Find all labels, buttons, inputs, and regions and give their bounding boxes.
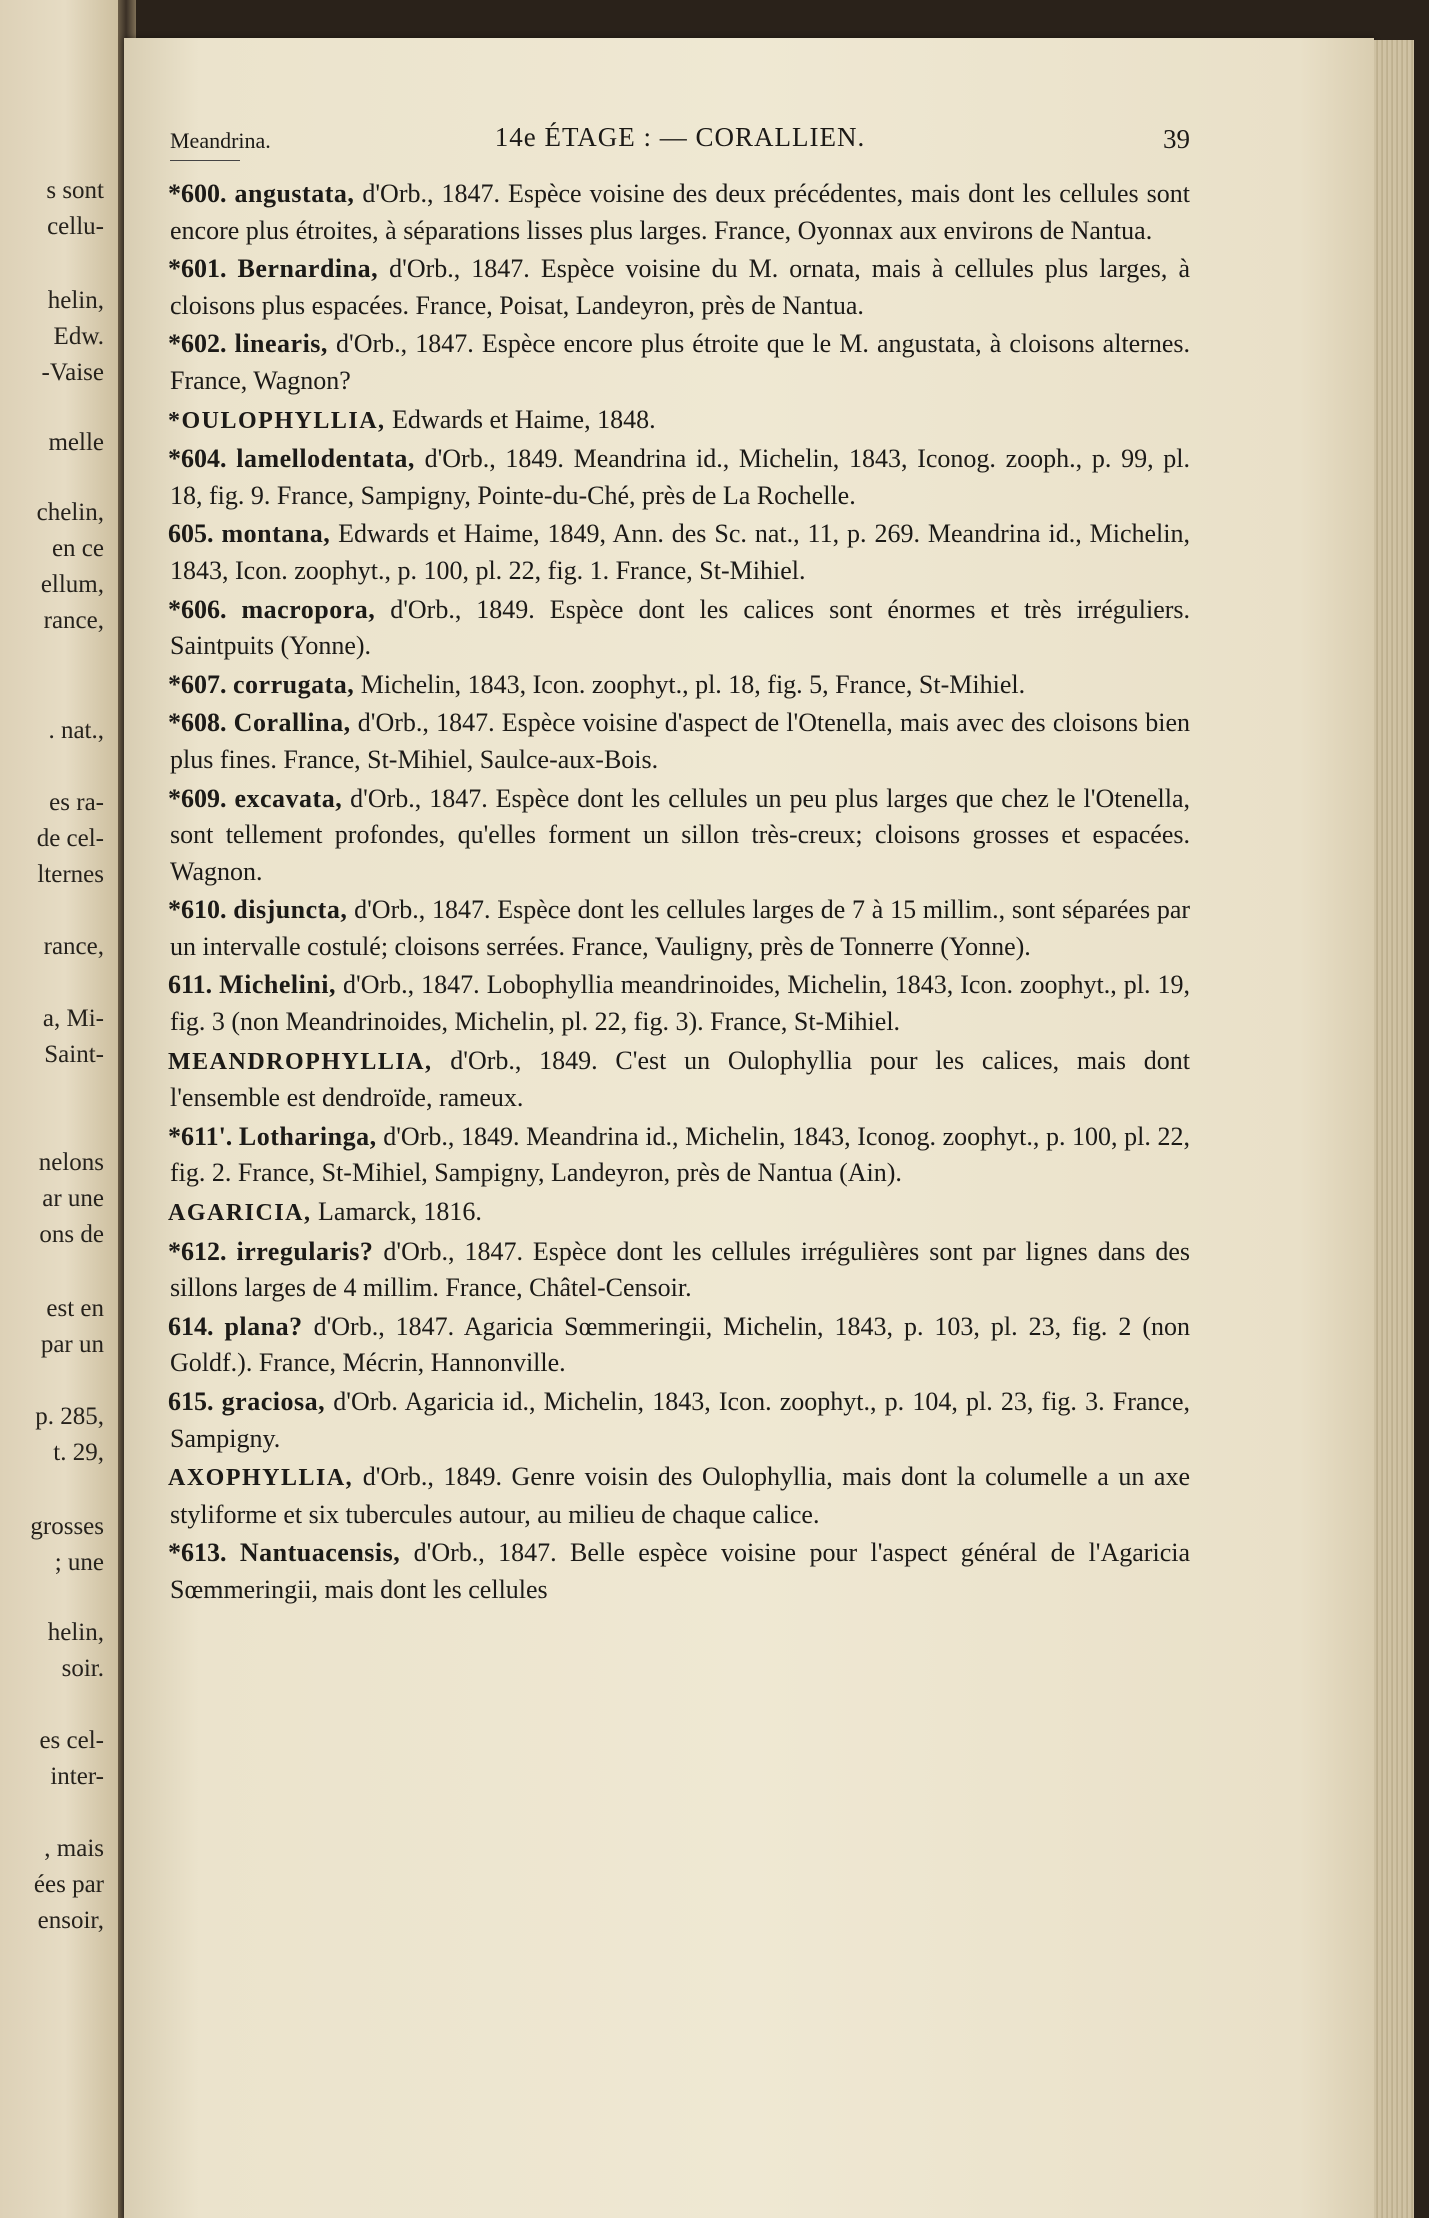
- entry-number: 614.: [168, 1311, 214, 1341]
- facing-page-line: . nat.,: [48, 717, 104, 744]
- facing-page-line: de cel-: [36, 825, 104, 852]
- entry-text: d'Orb., 1849. Genre voisin des Oulophyllia, mais dont la columelle a un axe styliforme et six tubercules autour, au milieu de chaque calice.: [170, 1462, 1190, 1529]
- facing-page-line: s sont: [46, 177, 104, 204]
- page-edges: [1374, 40, 1414, 2218]
- entries-list: [170, 176, 1190, 1611]
- entry-text: d'Orb., 1847. Espèce voisine du M. ornata, mais à cellules plus larges, à cloisons plus espacées. France, Poisat, Landeyron, près de Nantua.: [170, 254, 1190, 320]
- entry-number: *607.: [168, 669, 227, 699]
- entry-number: *613.: [168, 1538, 227, 1568]
- species-entry: [170, 1535, 1190, 1608]
- species-name: montana,: [221, 519, 331, 549]
- facing-page-line: lternes: [37, 861, 104, 888]
- species-name: plana?: [224, 1311, 303, 1341]
- species-entry: [170, 892, 1190, 965]
- facing-page-line: p. 285,: [35, 1403, 104, 1430]
- facing-page-line: es cel-: [39, 1727, 104, 1754]
- genus-entry: [170, 1043, 1190, 1117]
- facing-page-fragment: [0, 0, 118, 2218]
- species-name: corrugata,: [233, 669, 355, 699]
- entry-number: *600.: [168, 179, 227, 208]
- facing-page-line: soir.: [61, 1655, 104, 1682]
- genus-name: AXOPHYLLIA,: [168, 1465, 354, 1492]
- facing-page-line: , mais: [44, 1835, 104, 1862]
- entry-text: d'Orb., 1847. Espèce encore plus étroite que le M. angustata, à cloisons alternes. France, Wagnon?: [170, 329, 1191, 395]
- facing-page-line: ées par: [33, 1871, 104, 1898]
- species-name: Nantuacensis,: [239, 1538, 401, 1568]
- facing-page-line: ons de: [39, 1221, 104, 1248]
- species-entry: [170, 705, 1190, 778]
- facing-page-line: a, Mi-: [42, 1005, 104, 1032]
- entry-number: *601.: [168, 254, 227, 284]
- facing-page-line: ellum,: [40, 571, 104, 598]
- entry-text: Lamarck, 1816.: [318, 1197, 482, 1227]
- entry-number: *608.: [168, 708, 227, 738]
- species-name: graciosa,: [221, 1387, 326, 1416]
- facing-page-line: est en: [46, 1295, 104, 1322]
- page-title: 14e ÉTAGE : — CORALLIEN.: [494, 122, 866, 152]
- species-entry: [170, 1119, 1190, 1192]
- entry-number: 615.: [168, 1387, 214, 1416]
- species-entry: [170, 1234, 1190, 1307]
- genus-entry: [170, 402, 1190, 440]
- facing-page-line: es ra-: [49, 789, 104, 816]
- species-name: excavata,: [234, 783, 343, 813]
- entry-text: Michelin, 1843, Icon. zoophyt., pl. 18, fig. 5, France, St-Mihiel.: [360, 669, 1026, 699]
- entry-text: d'Orb., 1847. Lobophyllia meandrinoides, Michelin, 1843, Icon. zoophyt., pl. 19, fig. 3 (non Meandrinoides, Michelin, pl. 22, fig. 3). France, St-Mihiel.: [170, 970, 1190, 1037]
- facing-page-line: ar une: [42, 1185, 104, 1212]
- species-name: irregularis?: [236, 1236, 374, 1266]
- page-header: [170, 122, 1190, 162]
- genus-entry: [170, 1459, 1190, 1533]
- entry-text: d'Orb., 1847. Espèce voisine d'aspect de l'Otenella, mais avec des cloisons bien plus fines. France, St-Mihiel, Saulce-aux-Bois.: [170, 708, 1190, 774]
- facing-page-line: rance,: [43, 933, 104, 960]
- entry-number: *604.: [168, 444, 227, 474]
- genus-entry: [170, 1194, 1190, 1232]
- facing-page-line: Edw.: [53, 323, 104, 350]
- facing-page-line: inter-: [50, 1763, 104, 1790]
- species-entry: [170, 1309, 1190, 1382]
- species-name: Bernardina,: [237, 254, 379, 284]
- entry-text: d'Orb. Agaricia id., Michelin, 1843, Icon. zoophyt., p. 104, pl. 23, fig. 3. France, Sampigny.: [170, 1387, 1191, 1453]
- species-entry: [170, 441, 1190, 514]
- running-head-rule: [170, 160, 240, 161]
- genus-name: MEANDROPHYLLIA,: [168, 1048, 433, 1075]
- entry-text: Edwards et Haime, 1848.: [392, 404, 656, 434]
- facing-page-line: chelin,: [36, 499, 104, 526]
- species-name: Lotharinga,: [238, 1121, 377, 1151]
- entry-number: *612.: [168, 1236, 227, 1266]
- facing-page-line: t. 29,: [53, 1439, 104, 1466]
- entry-text: d'Orb., 1847. Belle espèce voisine pour l'aspect général de l'Agaricia Sœmmeringii, mais dont les cellules: [170, 1538, 1190, 1604]
- facing-page-line: -Vaise: [41, 359, 104, 386]
- facing-page-line: cellu-: [47, 213, 104, 240]
- facing-page-line: rance,: [43, 607, 104, 634]
- species-entry: [170, 667, 1190, 704]
- species-entry: [170, 251, 1190, 324]
- entry-text: d'Orb., 1847. Espèce dont les cellules irrégulières sont par lignes dans des sillons larges de 4 millim. France, Châtel-Censoir.: [170, 1236, 1191, 1303]
- species-name: Michelini,: [219, 970, 337, 1000]
- entry-text: d'Orb., 1849. Meandrina id., Michelin, 1843, Iconog. zooph., p. 99, pl. 18, fig. 9. France, Sampigny, Pointe-du-Ché, près de La Rochelle.: [170, 444, 1191, 510]
- entry-number: 611.: [168, 970, 213, 1000]
- species-entry: [170, 1384, 1190, 1457]
- facing-page-line: nelons: [38, 1149, 104, 1176]
- entry-number: *602.: [168, 329, 227, 359]
- entry-text: d'Orb., 1849. Meandrina id., Michelin, 1843, Iconog. zoophyt., p. 100, pl. 22, fig. 2. France, St-Mihiel, Sampigny, Landeyron, près de Nantua (Ain).: [170, 1121, 1191, 1188]
- genus-name: AGARICIA,: [168, 1200, 312, 1227]
- entry-number: *611'.: [168, 1121, 233, 1151]
- species-entry: [170, 967, 1190, 1040]
- species-name: lamellodentata,: [236, 444, 415, 474]
- facing-page-line: en ce: [51, 535, 104, 562]
- species-entry: [170, 176, 1190, 249]
- species-entry: [170, 592, 1190, 665]
- entry-number: *609.: [168, 783, 227, 813]
- species-name: angustata,: [234, 179, 355, 208]
- genus-name: *OULOPHYLLIA,: [168, 407, 386, 434]
- species-entry: [170, 326, 1190, 399]
- entry-text: d'Orb., 1847. Agaricia Sœmmeringii, Michelin, 1843, p. 103, pl. 23, fig. 2 (non Goldf.). France, Mécrin, Hannonville.: [170, 1311, 1191, 1378]
- facing-page-line: grosses: [30, 1513, 104, 1540]
- facing-page-line: ; une: [54, 1549, 104, 1576]
- entry-text: d'Orb., 1849. C'est un Oulophyllia pour les calices, mais dont l'ensemble est dendroïde, rameux.: [170, 1045, 1190, 1113]
- entry-text: d'Orb., 1849. Espèce dont les calices sont énormes et très irréguliers. Saintpuits (Yonne).: [170, 594, 1191, 661]
- species-name: Corallina,: [233, 708, 351, 738]
- running-head: Meandrina.: [170, 128, 271, 153]
- facing-page-line: melle: [48, 429, 104, 456]
- facing-page-line: helin,: [47, 287, 104, 314]
- species-name: linearis,: [234, 329, 328, 359]
- entry-text: d'Orb., 1847. Espèce dont les cellules un peu plus larges que chez le l'Otenella, sont tellement profondes, qu'elles forment un sillon très-creux; cloisons grosses et espacées. Wagnon.: [170, 783, 1191, 886]
- entry-text: d'Orb., 1847. Espèce voisine des deux précédentes, mais dont les cellules sont encore plus étroites, à séparations lisses plus larges. France, Oyonnax aux environs de Nantua.: [170, 179, 1190, 245]
- species-entry: [170, 516, 1190, 589]
- entry-number: 605.: [168, 519, 214, 549]
- species-name: disjuncta,: [233, 895, 348, 925]
- entry-number: *606.: [168, 594, 227, 624]
- facing-page-line: helin,: [47, 1619, 104, 1646]
- facing-page-line: par un: [40, 1331, 104, 1358]
- page-number: 39: [1163, 124, 1190, 154]
- species-name: macropora,: [241, 594, 376, 624]
- facing-page-line: Saint-: [44, 1041, 104, 1068]
- facing-page-line: ensoir,: [37, 1907, 104, 1934]
- entry-text: Edwards et Haime, 1849, Ann. des Sc. nat., 11, p. 269. Meandrina id., Michelin, 1843, Icon. zoophyt., p. 100, pl. 22, fig. 1. France, St-Mihiel.: [170, 519, 1191, 585]
- entry-text: d'Orb., 1847. Espèce dont les cellules larges de 7 à 15 millim., sont séparées par un intervalle costulé; cloisons serrées. France, Vauligny, près de Tonnerre (Yonne).: [170, 895, 1191, 961]
- species-entry: [170, 781, 1190, 891]
- entry-number: *610.: [168, 895, 227, 925]
